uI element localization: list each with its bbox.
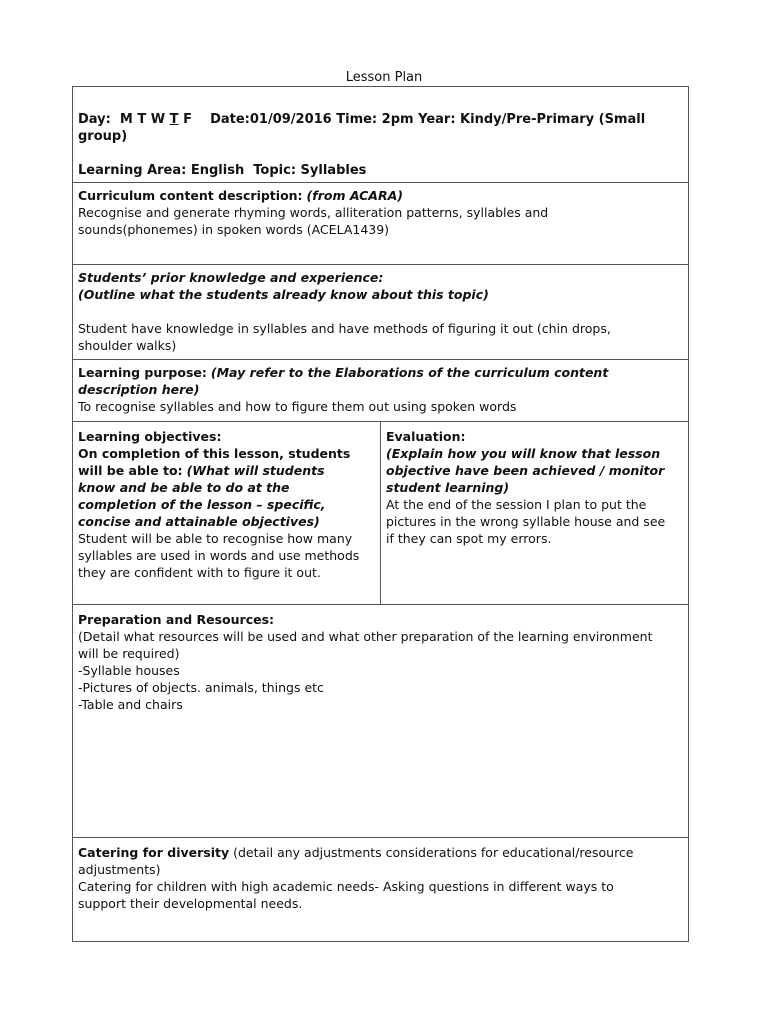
- diversity-hint-2: adjustments): [78, 862, 161, 877]
- objectives-hint-2: (What will students: [186, 463, 325, 478]
- prior-knowledge-section: [73, 265, 688, 360]
- resource-item: -Table and chairs: [78, 697, 183, 712]
- day-f: F: [183, 112, 192, 127]
- evaluation-text-1: At the end of the session I plan to put the: [386, 497, 647, 512]
- curriculum-text-1: Recognise and generate rhyming words, alliteration patterns, syllables and: [78, 205, 549, 220]
- evaluation-hint-3: student learning): [386, 480, 510, 495]
- resource-item: -Pictures of objects. animals, things etc: [78, 680, 324, 695]
- diversity-hint-1: (detail any adjustments considerations for educational/resource: [233, 845, 634, 860]
- day-label: Day:: [78, 112, 111, 127]
- day-w: W: [150, 112, 166, 127]
- diversity-text-2: support their developmental needs.: [78, 896, 303, 911]
- objectives-evaluation-section: [73, 422, 688, 605]
- prior-text-1: Student have knowledge in syllables and have methods of figuring it out (chin drops,: [78, 321, 611, 336]
- objectives-sub-1: On completion of this lesson, students: [78, 446, 351, 461]
- objectives-text-3: they are confident with to figure it out.: [78, 565, 321, 580]
- date-value: Date:01/09/2016: [210, 112, 332, 127]
- day-t-selected: T: [169, 112, 179, 127]
- evaluation-text-2: pictures in the wrong syllable house and see: [386, 514, 666, 529]
- curriculum-text-2: sounds(phonemes) in spoken words (ACELA1439): [78, 222, 390, 237]
- diversity-text-1: Catering for children with high academic needs- Asking questions in different ways to: [78, 879, 614, 894]
- evaluation-hint-2: objective have been achieved / monitor: [386, 463, 665, 478]
- purpose-hint-2: description here): [78, 382, 200, 397]
- resource-item: -Syllable houses: [78, 663, 180, 678]
- objectives-sub-2: will be able to:: [78, 463, 183, 478]
- objectives-label: Learning objectives:: [78, 429, 222, 444]
- document-title: Lesson Plan: [345, 70, 423, 85]
- curriculum-section: [73, 183, 688, 265]
- resources-hint-1: (Detail what resources will be used and what other preparation of the learning environment: [78, 629, 653, 644]
- evaluation-text-3: if they can spot my errors.: [386, 531, 552, 546]
- time-value: Time: 2pm: [336, 112, 414, 127]
- lesson-plan-table: [72, 86, 689, 942]
- resources-hint-2: will be required): [78, 646, 180, 661]
- prior-label: Students’ prior knowledge and experience:: [78, 270, 384, 285]
- learning-purpose-section: [73, 360, 688, 422]
- learning-area: Learning Area: English: [78, 163, 245, 178]
- objectives-text-2: syllables are used in words and use methods: [78, 548, 360, 563]
- objectives-text-1: Student will be able to recognise how many: [78, 531, 353, 546]
- day-m: M: [119, 112, 133, 127]
- resources-label: Preparation and Resources:: [78, 612, 275, 627]
- header-section: [73, 87, 688, 183]
- prior-text-2: shoulder walks): [78, 338, 177, 353]
- purpose-text: To recognise syllables and how to figure them out using spoken words: [78, 399, 517, 414]
- diversity-label: Catering for diversity: [78, 845, 230, 860]
- purpose-label: Learning purpose:: [78, 365, 207, 380]
- curriculum-label: Curriculum content description:: [78, 188, 303, 203]
- year-value: Year: Kindy/Pre-Primary (Small: [418, 112, 646, 127]
- day-t: T: [137, 112, 147, 127]
- evaluation-hint-1: (Explain how you will know that lesson: [386, 446, 661, 461]
- resources-section: [73, 605, 688, 838]
- curriculum-hint: (from ACARA): [306, 188, 403, 203]
- objectives-cell: [73, 422, 381, 604]
- objectives-hint-4: completion of the lesson – specific,: [78, 497, 326, 512]
- topic: Topic: Syllables: [253, 163, 367, 178]
- day-date-line: [78, 111, 682, 128]
- diversity-section: [73, 838, 688, 941]
- evaluation-cell: [381, 422, 688, 604]
- objectives-hint-5: concise and attainable objectives): [78, 514, 320, 529]
- year-continued: group): [78, 129, 128, 144]
- prior-hint: (Outline what the students already know about this topic): [78, 287, 489, 302]
- area-topic-line: [78, 162, 682, 179]
- purpose-hint-1: (May refer to the Elaborations of the curriculum content: [210, 365, 609, 380]
- evaluation-label: Evaluation:: [386, 429, 466, 444]
- objectives-hint-3: know and be able to do at the: [78, 480, 290, 495]
